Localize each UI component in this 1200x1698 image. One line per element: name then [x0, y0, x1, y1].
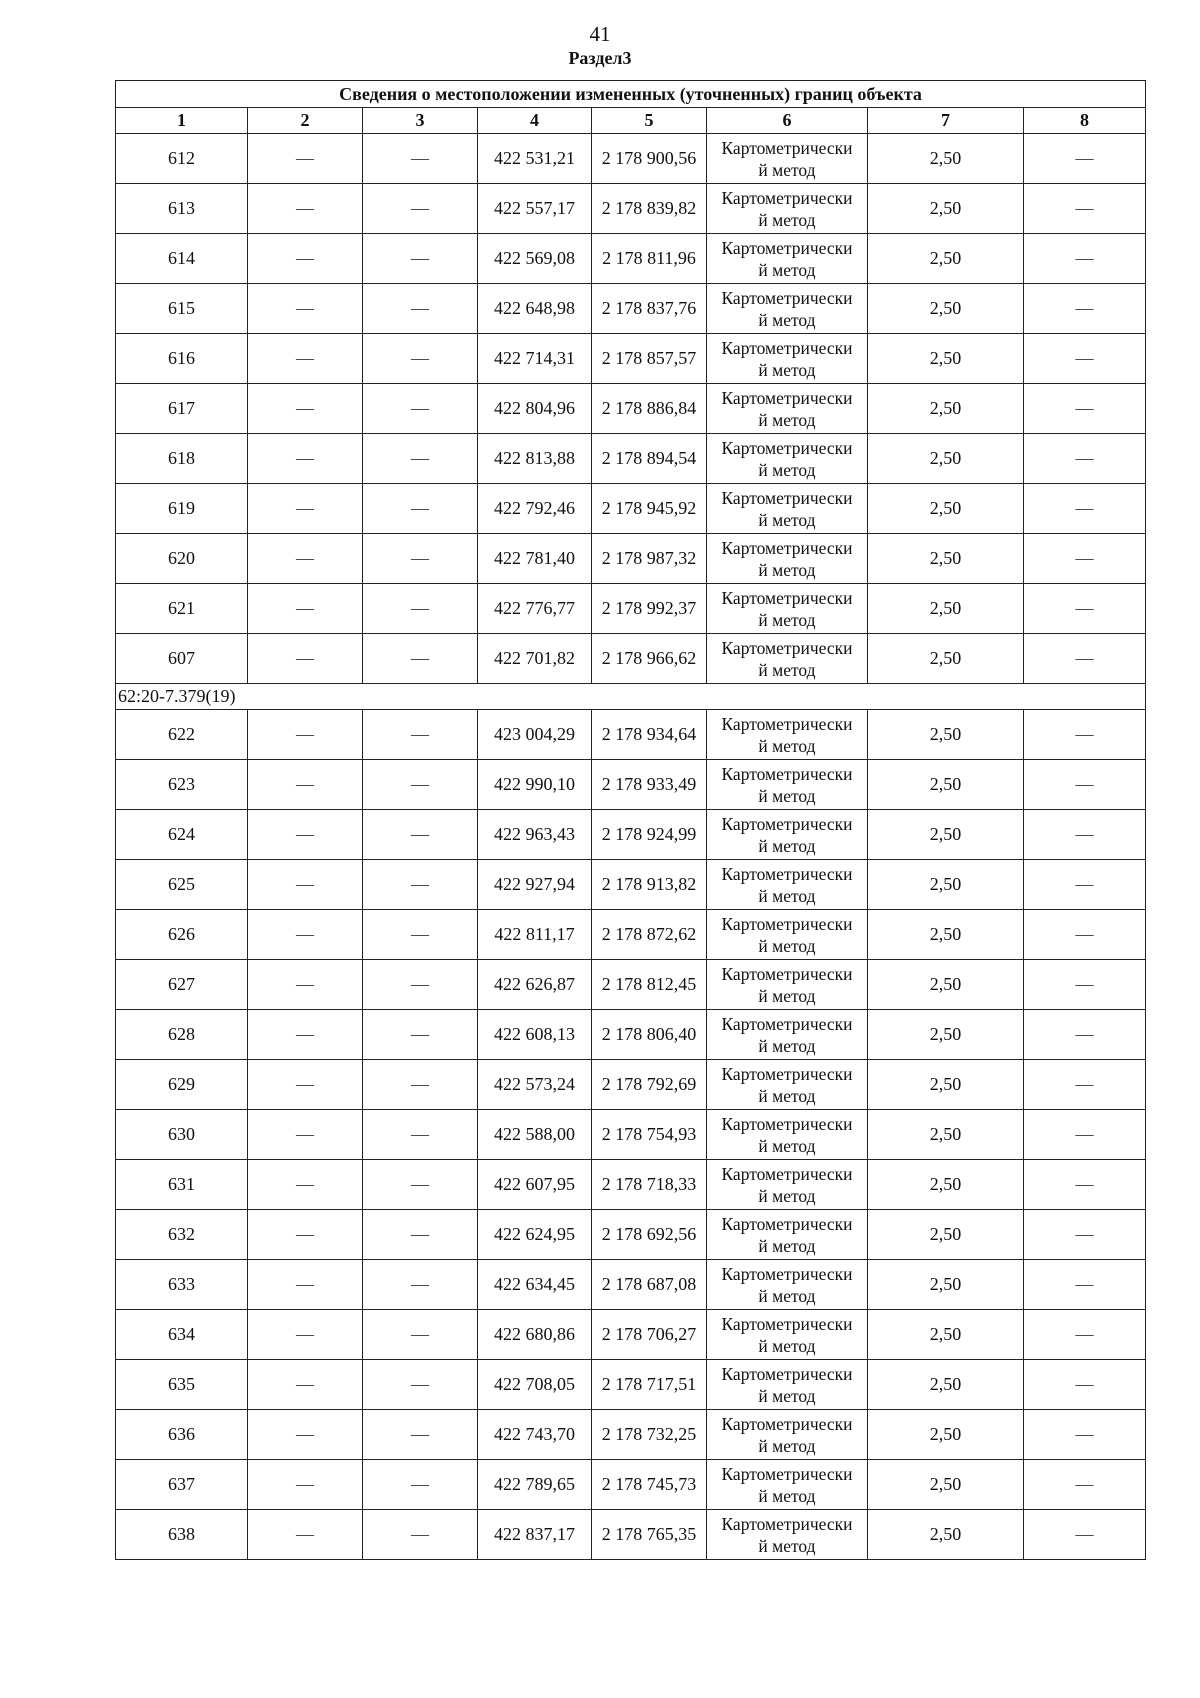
accuracy-cell: 2,50 [868, 1460, 1024, 1510]
group-row-body [116, 684, 1146, 710]
y-coordinate-cell: 2 178 718,33 [592, 1160, 707, 1210]
dash-cell: — [248, 760, 363, 810]
point-number-cell: 613 [116, 184, 248, 234]
y-coordinate-cell: 2 178 945,92 [592, 484, 707, 534]
accuracy-cell: 2,50 [868, 1060, 1024, 1110]
y-coordinate-cell: 2 178 717,51 [592, 1360, 707, 1410]
dash-cell: — [363, 434, 478, 484]
dash-cell: — [248, 634, 363, 684]
x-coordinate-cell: 422 573,24 [478, 1060, 592, 1110]
dash-cell: — [1024, 1110, 1146, 1160]
point-number-cell: 622 [116, 710, 248, 760]
dash-cell: — [248, 1060, 363, 1110]
x-coordinate-cell: 422 708,05 [478, 1360, 592, 1410]
x-coordinate-cell: 422 608,13 [478, 1010, 592, 1060]
dash-cell: — [248, 134, 363, 184]
column-number-row [116, 108, 1146, 134]
method-cell: Картометрически й метод [707, 1310, 868, 1360]
table-row [116, 584, 1146, 634]
dash-cell: — [248, 710, 363, 760]
dash-cell: — [248, 1160, 363, 1210]
x-coordinate-cell: 422 569,08 [478, 234, 592, 284]
method-cell: Картометрически й метод [707, 284, 868, 334]
accuracy-cell: 2,50 [868, 584, 1024, 634]
accuracy-cell: 2,50 [868, 860, 1024, 910]
accuracy-cell: 2,50 [868, 1010, 1024, 1060]
method-cell: Картометрически й метод [707, 860, 868, 910]
dash-cell: — [1024, 1310, 1146, 1360]
method-cell: Картометрически й метод [707, 184, 868, 234]
accuracy-cell: 2,50 [868, 484, 1024, 534]
point-number-cell: 637 [116, 1460, 248, 1510]
y-coordinate-cell: 2 178 732,25 [592, 1410, 707, 1460]
point-number-cell: 621 [116, 584, 248, 634]
dash-cell: — [1024, 634, 1146, 684]
dash-cell: — [363, 1010, 478, 1060]
method-cell: Картометрически й метод [707, 234, 868, 284]
dash-cell: — [363, 284, 478, 334]
x-coordinate-cell: 422 701,82 [478, 634, 592, 684]
dash-cell: — [1024, 1010, 1146, 1060]
y-coordinate-cell: 2 178 765,35 [592, 1510, 707, 1560]
dash-cell: — [1024, 710, 1146, 760]
y-coordinate-cell: 2 178 754,93 [592, 1110, 707, 1160]
y-coordinate-cell: 2 178 811,96 [592, 234, 707, 284]
accuracy-cell: 2,50 [868, 1210, 1024, 1260]
accuracy-cell: 2,50 [868, 434, 1024, 484]
table-row [116, 910, 1146, 960]
table-row [116, 184, 1146, 234]
column-number: 5 [592, 108, 707, 134]
y-coordinate-cell: 2 178 837,76 [592, 284, 707, 334]
table-row [116, 1060, 1146, 1110]
dash-cell: — [1024, 534, 1146, 584]
accuracy-cell: 2,50 [868, 810, 1024, 860]
table-row [116, 1010, 1146, 1060]
y-coordinate-cell: 2 178 894,54 [592, 434, 707, 484]
dash-cell: — [1024, 910, 1146, 960]
dash-cell: — [363, 1110, 478, 1160]
x-coordinate-cell: 422 781,40 [478, 534, 592, 584]
method-cell: Картометрически й метод [707, 534, 868, 584]
dash-cell: — [363, 960, 478, 1010]
x-coordinate-cell: 422 789,65 [478, 1460, 592, 1510]
point-number-cell: 631 [116, 1160, 248, 1210]
y-coordinate-cell: 2 178 706,27 [592, 1310, 707, 1360]
accuracy-cell: 2,50 [868, 284, 1024, 334]
y-coordinate-cell: 2 178 806,40 [592, 1010, 707, 1060]
dash-cell: — [248, 384, 363, 434]
x-coordinate-cell: 422 837,17 [478, 1510, 592, 1560]
table-row [116, 1510, 1146, 1560]
x-coordinate-cell: 422 990,10 [478, 760, 592, 810]
y-coordinate-cell: 2 178 687,08 [592, 1260, 707, 1310]
y-coordinate-cell: 2 178 934,64 [592, 710, 707, 760]
table-row [116, 434, 1146, 484]
dash-cell: — [363, 860, 478, 910]
accuracy-cell: 2,50 [868, 234, 1024, 284]
method-cell: Картометрически й метод [707, 1060, 868, 1110]
table-row [116, 860, 1146, 910]
table-row [116, 234, 1146, 284]
dash-cell: — [363, 1210, 478, 1260]
x-coordinate-cell: 422 743,70 [478, 1410, 592, 1460]
method-cell: Картометрически й метод [707, 1260, 868, 1310]
dash-cell: — [363, 910, 478, 960]
x-coordinate-cell: 422 557,17 [478, 184, 592, 234]
table-row [116, 134, 1146, 184]
method-cell: Картометрически й метод [707, 910, 868, 960]
point-number-cell: 619 [116, 484, 248, 534]
table-row [116, 1310, 1146, 1360]
dash-cell: — [248, 284, 363, 334]
method-cell: Картометрически й метод [707, 1410, 868, 1460]
table-row [116, 1210, 1146, 1260]
dash-cell: — [1024, 1460, 1146, 1510]
accuracy-cell: 2,50 [868, 134, 1024, 184]
dash-cell: — [363, 634, 478, 684]
column-number: 1 [116, 108, 248, 134]
point-number-cell: 617 [116, 384, 248, 434]
group-row [116, 684, 1146, 710]
dash-cell: — [1024, 1160, 1146, 1210]
dash-cell: — [248, 1260, 363, 1310]
y-coordinate-cell: 2 178 692,56 [592, 1210, 707, 1260]
dash-cell: — [363, 1060, 478, 1110]
x-coordinate-cell: 422 607,95 [478, 1160, 592, 1210]
dash-cell: — [363, 134, 478, 184]
method-cell: Картометрически й метод [707, 1510, 868, 1560]
dash-cell: — [363, 334, 478, 384]
table-row [116, 1360, 1146, 1410]
column-number: 7 [868, 108, 1024, 134]
dash-cell: — [363, 810, 478, 860]
table-caption: Сведения о местоположении измененных (уточненных) границ объекта [116, 81, 1146, 108]
dash-cell: — [1024, 1410, 1146, 1460]
dash-cell: — [363, 234, 478, 284]
dash-cell: — [248, 334, 363, 384]
point-number-cell: 629 [116, 1060, 248, 1110]
dash-cell: — [248, 1460, 363, 1510]
point-number-cell: 615 [116, 284, 248, 334]
method-cell: Картометрически й метод [707, 634, 868, 684]
accuracy-cell: 2,50 [868, 534, 1024, 584]
table-body-a [116, 134, 1146, 684]
method-cell: Картометрически й метод [707, 1110, 868, 1160]
table-row [116, 534, 1146, 584]
accuracy-cell: 2,50 [868, 910, 1024, 960]
page-number: 41 [589, 22, 611, 46]
dash-cell: — [248, 1010, 363, 1060]
point-number-cell: 627 [116, 960, 248, 1010]
method-cell: Картометрически й метод [707, 960, 868, 1010]
y-coordinate-cell: 2 178 886,84 [592, 384, 707, 434]
x-coordinate-cell: 422 626,87 [478, 960, 592, 1010]
method-cell: Картометрически й метод [707, 1210, 868, 1260]
dash-cell: — [363, 1260, 478, 1310]
dash-cell: — [363, 534, 478, 584]
dash-cell: — [248, 1360, 363, 1410]
table-row [116, 484, 1146, 534]
x-coordinate-cell: 423 004,29 [478, 710, 592, 760]
method-cell: Картометрически й метод [707, 384, 868, 434]
x-coordinate-cell: 422 792,46 [478, 484, 592, 534]
point-number-cell: 616 [116, 334, 248, 384]
method-cell: Картометрически й метод [707, 484, 868, 534]
dash-cell: — [1024, 810, 1146, 860]
y-coordinate-cell: 2 178 792,69 [592, 1060, 707, 1110]
method-cell: Картометрически й метод [707, 1160, 868, 1210]
y-coordinate-cell: 2 178 966,62 [592, 634, 707, 684]
accuracy-cell: 2,50 [868, 1510, 1024, 1560]
dash-cell: — [1024, 1510, 1146, 1560]
dash-cell: — [363, 1360, 478, 1410]
accuracy-cell: 2,50 [868, 384, 1024, 434]
dash-cell: — [248, 1210, 363, 1260]
table-row [116, 284, 1146, 334]
column-number: 6 [707, 108, 868, 134]
accuracy-cell: 2,50 [868, 634, 1024, 684]
x-coordinate-cell: 422 531,21 [478, 134, 592, 184]
dash-cell: — [1024, 1260, 1146, 1310]
dash-cell: — [248, 1510, 363, 1560]
method-cell: Картометрически й метод [707, 760, 868, 810]
table-body-b [116, 710, 1146, 1560]
dash-cell: — [1024, 584, 1146, 634]
section-title: Раздел3 [568, 48, 632, 68]
dash-cell: — [1024, 860, 1146, 910]
accuracy-cell: 2,50 [868, 760, 1024, 810]
dash-cell: — [363, 1460, 478, 1510]
y-coordinate-cell: 2 178 900,56 [592, 134, 707, 184]
x-coordinate-cell: 422 804,96 [478, 384, 592, 434]
x-coordinate-cell: 422 714,31 [478, 334, 592, 384]
x-coordinate-cell: 422 588,00 [478, 1110, 592, 1160]
method-cell: Картометрически й метод [707, 134, 868, 184]
dash-cell: — [1024, 184, 1146, 234]
dash-cell: — [363, 184, 478, 234]
dash-cell: — [248, 184, 363, 234]
x-coordinate-cell: 422 776,77 [478, 584, 592, 634]
x-coordinate-cell: 422 634,45 [478, 1260, 592, 1310]
dash-cell: — [1024, 134, 1146, 184]
dash-cell: — [248, 434, 363, 484]
accuracy-cell: 2,50 [868, 334, 1024, 384]
table-row [116, 1460, 1146, 1510]
dash-cell: — [1024, 234, 1146, 284]
method-cell: Картометрически й метод [707, 584, 868, 634]
table-row [116, 760, 1146, 810]
point-number-cell: 625 [116, 860, 248, 910]
x-coordinate-cell: 422 927,94 [478, 860, 592, 910]
point-number-cell: 636 [116, 1410, 248, 1460]
x-coordinate-cell: 422 963,43 [478, 810, 592, 860]
column-number: 3 [363, 108, 478, 134]
dash-cell: — [248, 1410, 363, 1460]
point-number-cell: 632 [116, 1210, 248, 1260]
column-number: 4 [478, 108, 592, 134]
dash-cell: — [363, 760, 478, 810]
method-cell: Картометрически й метод [707, 1010, 868, 1060]
table-row [116, 634, 1146, 684]
y-coordinate-cell: 2 178 933,49 [592, 760, 707, 810]
point-number-cell: 633 [116, 1260, 248, 1310]
accuracy-cell: 2,50 [868, 1360, 1024, 1410]
dash-cell: — [1024, 334, 1146, 384]
x-coordinate-cell: 422 648,98 [478, 284, 592, 334]
dash-cell: — [248, 534, 363, 584]
accuracy-cell: 2,50 [868, 710, 1024, 760]
accuracy-cell: 2,50 [868, 1160, 1024, 1210]
accuracy-cell: 2,50 [868, 960, 1024, 1010]
y-coordinate-cell: 2 178 857,57 [592, 334, 707, 384]
dash-cell: — [1024, 1060, 1146, 1110]
dash-cell: — [363, 484, 478, 534]
accuracy-cell: 2,50 [868, 1310, 1024, 1360]
dash-cell: — [248, 910, 363, 960]
dash-cell: — [248, 960, 363, 1010]
point-number-cell: 638 [116, 1510, 248, 1560]
method-cell: Картометрически й метод [707, 1460, 868, 1510]
method-cell: Картометрически й метод [707, 810, 868, 860]
column-number: 2 [248, 108, 363, 134]
dash-cell: — [248, 1110, 363, 1160]
dash-cell: — [248, 810, 363, 860]
dash-cell: — [363, 1310, 478, 1360]
table-row [116, 334, 1146, 384]
x-coordinate-cell: 422 680,86 [478, 1310, 592, 1360]
dash-cell: — [1024, 960, 1146, 1010]
dash-cell: — [363, 710, 478, 760]
table-row [116, 1410, 1146, 1460]
method-cell: Картометрически й метод [707, 334, 868, 384]
dash-cell: — [1024, 484, 1146, 534]
point-number-cell: 612 [116, 134, 248, 184]
y-coordinate-cell: 2 178 872,62 [592, 910, 707, 960]
boundary-coordinates-table [115, 80, 1146, 1560]
point-number-cell: 628 [116, 1010, 248, 1060]
group-label: 62:20-7.379(19) [116, 684, 1146, 710]
dash-cell: — [248, 234, 363, 284]
accuracy-cell: 2,50 [868, 1260, 1024, 1310]
point-number-cell: 620 [116, 534, 248, 584]
y-coordinate-cell: 2 178 745,73 [592, 1460, 707, 1510]
method-cell: Картометрически й метод [707, 710, 868, 760]
accuracy-cell: 2,50 [868, 184, 1024, 234]
point-number-cell: 635 [116, 1360, 248, 1410]
point-number-cell: 614 [116, 234, 248, 284]
y-coordinate-cell: 2 178 987,32 [592, 534, 707, 584]
column-number: 8 [1024, 108, 1146, 134]
dash-cell: — [363, 384, 478, 434]
x-coordinate-cell: 422 811,17 [478, 910, 592, 960]
y-coordinate-cell: 2 178 812,45 [592, 960, 707, 1010]
dash-cell: — [248, 1310, 363, 1360]
dash-cell: — [1024, 284, 1146, 334]
table-row [116, 960, 1146, 1010]
method-cell: Картометрически й метод [707, 434, 868, 484]
y-coordinate-cell: 2 178 924,99 [592, 810, 707, 860]
dash-cell: — [248, 860, 363, 910]
dash-cell: — [1024, 1360, 1146, 1410]
point-number-cell: 626 [116, 910, 248, 960]
dash-cell: — [248, 584, 363, 634]
table-row [116, 810, 1146, 860]
x-coordinate-cell: 422 813,88 [478, 434, 592, 484]
table-row [116, 384, 1146, 434]
accuracy-cell: 2,50 [868, 1110, 1024, 1160]
table-row [116, 1160, 1146, 1210]
dash-cell: — [1024, 434, 1146, 484]
y-coordinate-cell: 2 178 839,82 [592, 184, 707, 234]
point-number-cell: 623 [116, 760, 248, 810]
dash-cell: — [248, 484, 363, 534]
point-number-cell: 607 [116, 634, 248, 684]
accuracy-cell: 2,50 [868, 1410, 1024, 1460]
point-number-cell: 618 [116, 434, 248, 484]
method-cell: Картометрически й метод [707, 1360, 868, 1410]
dash-cell: — [363, 1410, 478, 1460]
x-coordinate-cell: 422 624,95 [478, 1210, 592, 1260]
point-number-cell: 630 [116, 1110, 248, 1160]
dash-cell: — [1024, 1210, 1146, 1260]
table-row [116, 1260, 1146, 1310]
point-number-cell: 624 [116, 810, 248, 860]
dash-cell: — [1024, 384, 1146, 434]
dash-cell: — [363, 1510, 478, 1560]
table-row [116, 1110, 1146, 1160]
point-number-cell: 634 [116, 1310, 248, 1360]
dash-cell: — [1024, 760, 1146, 810]
dash-cell: — [363, 1160, 478, 1210]
y-coordinate-cell: 2 178 992,37 [592, 584, 707, 634]
y-coordinate-cell: 2 178 913,82 [592, 860, 707, 910]
dash-cell: — [363, 584, 478, 634]
table-row [116, 710, 1146, 760]
